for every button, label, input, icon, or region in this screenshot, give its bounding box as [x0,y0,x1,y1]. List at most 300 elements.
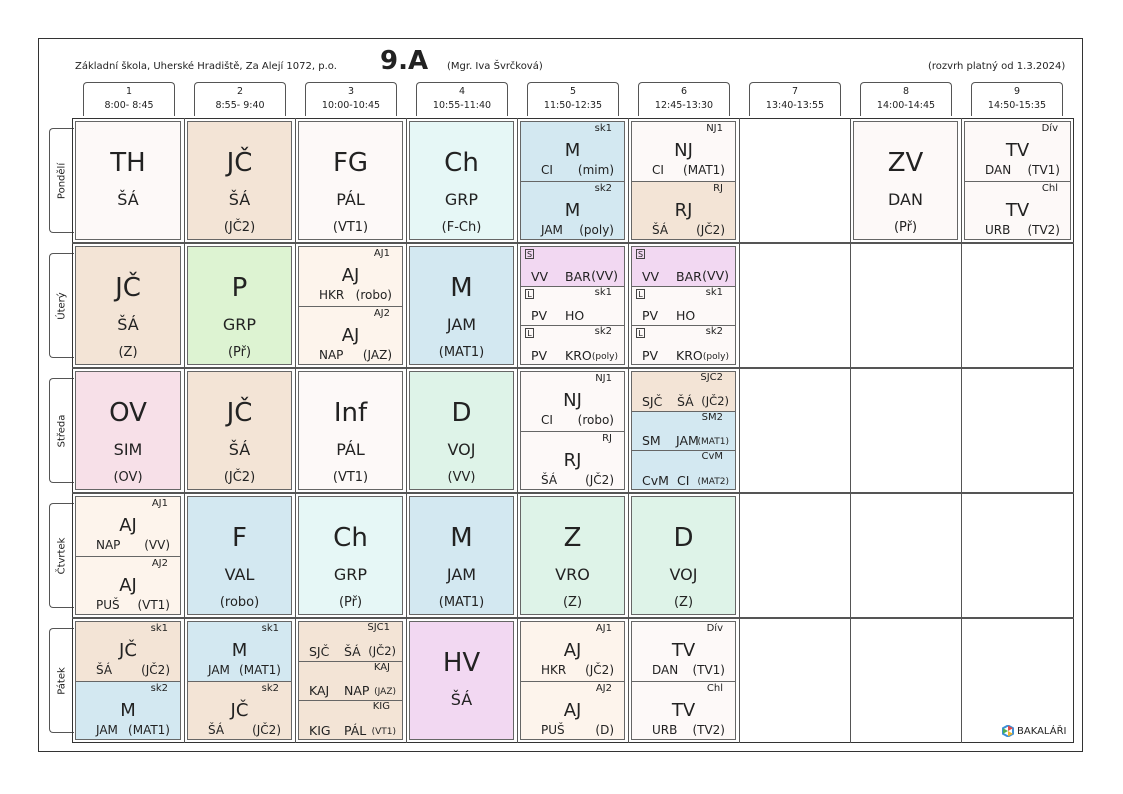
period-number: 8 [902,86,910,97]
lesson-room: (F-Ch) [441,220,482,235]
group-name: CvM [701,451,723,463]
grid-column-line [184,118,185,743]
lesson-subject: M [450,523,473,553]
lesson-subject: M [120,699,136,721]
lesson-subject: AJ [119,515,137,536]
lesson-cell[interactable] [75,496,181,615]
lesson-cell[interactable] [964,121,1071,240]
lesson-group[interactable] [76,682,180,741]
lesson-cell[interactable] [409,496,514,615]
lesson-group[interactable] [521,682,624,741]
lesson-teacher: JAM [208,662,230,677]
lesson-subject: PV [531,347,548,363]
lesson-subject: TV [1005,199,1030,221]
lesson-subject: D [451,398,472,428]
lesson-subject: VV [642,268,660,284]
lesson-group[interactable] [632,682,735,741]
day-label-text: Úterý [56,291,68,320]
lesson-cell[interactable] [75,121,181,240]
lesson-teacher: JAM [446,315,477,334]
lesson-teacher: ŠÁ [652,223,669,237]
lesson-room: (VV) [702,267,729,283]
lesson-subject: NJ [563,390,582,411]
period-time: 13:40-13:55 [765,100,825,111]
lesson-teacher: JAM [446,565,477,584]
lesson-group[interactable] [188,622,291,682]
lesson-subject: Inf [333,398,368,428]
lesson-group[interactable] [632,622,735,682]
lesson-teacher: CI [541,412,553,427]
lesson-subject: VV [531,268,549,284]
lesson-room: (Z) [118,345,138,360]
lesson-cell[interactable] [187,246,292,365]
day-label-text: Pátek [56,666,68,695]
lesson-room: (JČ2) [585,662,614,677]
lesson-subject: KAJ [309,683,330,699]
day-label [49,628,74,733]
group-name: sk2 [150,682,168,694]
group-name: sk1 [594,286,612,298]
lesson-subject: SJČ [642,393,663,409]
grid-row-line [72,617,1074,619]
group-name: AJ1 [373,248,390,259]
lesson-teacher: PÁL [344,722,367,738]
week-tag: L [525,289,534,299]
lesson-room: (robo) [219,595,260,610]
lesson-teacher: ŠÁ [117,315,139,334]
lesson-group[interactable] [521,122,624,182]
lesson-room: (JČ2) [223,220,256,235]
period-time: 10:55-11:40 [432,100,492,111]
lesson-subject: PV [531,308,548,324]
lesson-subject: JČ [226,148,253,178]
lesson-teacher: BAR [565,268,591,284]
lesson-teacher: VRO [555,565,590,584]
lesson-cell[interactable] [520,246,625,365]
lesson-cell[interactable] [298,246,403,365]
group-name: AJ2 [595,682,612,694]
lesson-room: (MAT1) [683,162,725,177]
lesson-group[interactable] [632,451,735,490]
lesson-cell[interactable] [187,371,292,490]
lesson-group[interactable] [521,432,624,491]
group-name: Dív [706,623,723,634]
lesson-subject: ZV [887,148,924,178]
lesson-subject: Ch [444,148,479,178]
lesson-subject: SM [642,433,661,449]
lesson-cell[interactable] [409,371,514,490]
lesson-room: (JČ2) [252,723,281,737]
lesson-teacher: NAP [344,683,370,699]
lesson-room: (Z) [673,595,694,610]
lesson-group[interactable] [521,182,624,241]
lesson-subject: TV [671,640,696,661]
day-label [49,128,74,233]
lesson-cell[interactable] [298,371,403,490]
period-header [305,82,397,116]
lesson-room: (Z) [562,595,583,610]
lesson-group[interactable] [299,247,402,307]
lesson-room: (MAT1) [239,662,281,677]
lesson-subject: AJ [119,574,137,596]
period-time: 8:00- 8:45 [104,100,154,111]
lesson-subject: TH [110,148,146,178]
lesson-room: (MAT1) [128,723,170,737]
grid-column-line [517,118,518,743]
lesson-teacher: PUŠ [541,723,565,737]
lesson-room: (mim) [577,162,614,177]
grid-column-line [295,118,296,743]
lesson-subject: RJ [563,449,582,471]
lesson-room: (robo) [355,287,392,302]
period-time: 14:50-15:35 [987,100,1047,111]
lesson-group[interactable] [632,122,735,182]
lesson-room: (JČ2) [368,643,396,658]
lesson-subject: PV [642,347,659,363]
grid-column-line [961,118,962,743]
group-name: sk2 [594,182,612,194]
lesson-subject: PV [642,308,659,324]
period-header [638,82,730,116]
lesson-cell[interactable] [520,621,625,740]
lesson-group[interactable] [965,182,1070,241]
lesson-room: (JČ2) [701,393,729,408]
lesson-room: (JČ2) [223,470,256,485]
school-name: Základní škola, Uherské Hradiště, Za Alejí 1072, p.o. [75,61,337,72]
period-number: 7 [791,86,799,97]
lesson-group[interactable] [76,557,180,616]
lesson-teacher: HKR [319,287,345,302]
lesson-teacher: URB [652,723,678,737]
lesson-teacher: VOJ [669,565,698,584]
lesson-room: (Př) [227,345,252,360]
lesson-subject: HV [442,648,481,678]
lesson-room: (MAT1) [438,345,485,360]
lesson-subject: JČ [119,640,137,661]
lesson-room: (VV) [144,537,170,552]
lesson-subject: M [450,273,473,303]
lesson-room: (Př) [893,220,918,235]
lesson-cell[interactable] [298,621,403,740]
period-number: 9 [1013,86,1021,97]
lesson-teacher: DAN [985,162,1012,177]
lesson-room: (MAT1) [697,437,729,448]
lesson-group[interactable] [299,622,402,662]
lesson-room: (VT1) [332,220,369,235]
lesson-teacher: URB [985,223,1011,237]
lesson-teacher: CI [677,472,690,488]
group-name: sk1 [261,623,279,634]
day-label [49,253,74,358]
lesson-group[interactable] [299,662,402,702]
lesson-cell[interactable] [520,371,625,490]
lesson-subject: TV [671,699,696,721]
lesson-subject: D [673,523,694,553]
group-name: Chl [1041,182,1058,194]
lesson-teacher: VOJ [447,440,476,459]
lesson-room: (Př) [338,595,363,610]
lesson-teacher: ŠÁ [208,723,225,737]
lesson-subject: AJ [341,324,360,346]
lesson-group[interactable] [632,182,735,241]
lesson-cell[interactable] [631,621,736,740]
lesson-subject: M [564,140,581,161]
lesson-subject: AJ [341,265,360,286]
lesson-cell[interactable] [298,496,403,615]
lesson-room: (VT1) [137,598,170,612]
logo-text: BAKALÁŘI [1017,725,1067,737]
lesson-group[interactable] [521,287,624,327]
group-name: sk1 [594,123,612,134]
group-name: SJČ2 [700,372,723,383]
lesson-teacher: VAL [224,565,255,584]
lesson-group[interactable] [632,412,735,452]
lesson-room: (VT1) [371,726,396,737]
lesson-cell[interactable] [631,246,736,365]
lesson-subject: KIG [309,722,331,738]
lesson-room: (TV2) [692,723,725,737]
lesson-room: (robo) [577,412,614,427]
period-header [860,82,952,116]
lesson-teacher: HO [676,308,696,324]
period-header [83,82,175,116]
week-tag: S [637,250,644,259]
lesson-subject: TV [1005,140,1030,161]
day-label-text: Čtvrtek [56,537,68,574]
lesson-cell[interactable] [298,121,403,240]
lesson-group[interactable] [632,326,735,365]
lesson-room: (JČ2) [585,473,614,487]
period-number: 5 [569,86,577,97]
period-time: 11:50-12:35 [543,100,603,111]
lesson-group[interactable] [521,326,624,365]
group-name: AJ1 [595,623,612,634]
group-name: RJ [602,432,612,444]
group-name: sk2 [705,326,723,338]
lesson-teacher: ŠÁ [450,690,473,709]
lesson-room: (JAZ) [362,348,392,362]
lesson-cell[interactable] [187,496,292,615]
lesson-room: (JČ2) [141,662,170,677]
day-label [49,503,74,608]
grid-column-line [628,118,629,743]
group-name: AJ2 [151,557,168,569]
lesson-room: (D) [595,723,614,737]
group-name: sk1 [705,286,723,298]
group-name: Chl [706,682,723,694]
lesson-teacher: GRP [333,565,368,584]
group-name: NJ1 [706,123,723,134]
lesson-cell[interactable] [631,121,736,240]
lesson-subject: RJ [674,199,693,221]
lesson-group[interactable] [521,372,624,432]
lesson-group[interactable] [632,287,735,327]
lesson-subject: JČ [115,273,141,303]
lesson-cell[interactable] [631,371,736,490]
lesson-group[interactable] [188,682,291,741]
lesson-teacher: NAP [96,537,121,552]
bakalari-logo [1002,725,1066,737]
lesson-teacher: KRO [565,347,592,363]
lesson-subject: F [232,523,247,553]
lesson-room: (MAT1) [438,595,485,610]
lesson-group[interactable] [965,122,1070,182]
lesson-subject: CvM [642,472,669,488]
lesson-room: (poly) [702,351,729,362]
lesson-subject: Z [563,523,582,553]
lesson-subject: FG [332,148,369,178]
lesson-group[interactable] [299,307,402,366]
lesson-subject: M [564,199,581,221]
validity-note: (rozvrh platný od 1.3.2024) [928,61,1066,72]
lesson-cell[interactable] [75,621,181,740]
group-name: SJČ1 [367,622,390,633]
lesson-teacher: DAN [888,190,923,209]
lesson-subject: JČ [226,398,253,428]
lesson-group[interactable] [76,497,180,557]
class-teacher: (Mgr. Iva Švrčková) [447,61,543,72]
lesson-teacher: GRP [222,315,257,334]
period-header [527,82,619,116]
lesson-room: (JČ2) [696,223,725,237]
lesson-subject: Ch [333,523,368,553]
lesson-teacher: GRP [444,190,479,209]
lesson-teacher: HO [565,308,585,324]
group-name: KAJ [373,661,390,673]
lesson-cell[interactable] [520,121,625,240]
grid-row-line [72,242,1074,244]
lesson-room: (VT1) [332,470,369,485]
lesson-teacher: PÁL [336,440,365,459]
lesson-cell[interactable] [409,621,514,740]
group-name: sk2 [594,326,612,338]
hexagon-logo-icon [1002,725,1014,737]
period-number: 2 [236,86,244,97]
lesson-group[interactable] [521,247,624,287]
period-number: 1 [125,86,133,97]
lesson-cell[interactable] [853,121,958,240]
lesson-teacher: JAM [96,723,118,737]
group-name: RJ [713,182,723,194]
lesson-cell[interactable] [409,246,514,365]
lesson-cell[interactable] [409,121,514,240]
group-name: SM2 [701,411,723,423]
group-name: NJ1 [595,373,612,384]
group-name: sk1 [150,623,168,634]
grid-row-line [72,367,1074,369]
period-header [749,82,841,116]
grid-row-line [72,492,1074,494]
lesson-room: (TV1) [692,662,725,677]
period-header [416,82,508,116]
lesson-room: (JAZ) [374,687,396,698]
lesson-group[interactable] [76,622,180,682]
lesson-room: (TV2) [1027,223,1060,237]
period-time: 8:55- 9:40 [215,100,265,111]
group-name: KIG [372,701,390,713]
lesson-cell[interactable] [75,371,181,490]
lesson-cell[interactable] [187,121,292,240]
lesson-teacher: PÁL [336,190,365,209]
period-header [194,82,286,116]
lesson-teacher: PUŠ [96,598,120,612]
lesson-teacher: CI [541,162,553,177]
lesson-teacher: ŠÁ [344,643,361,659]
week-tag: L [636,289,645,299]
group-name: sk2 [261,682,279,694]
lesson-room: (TV1) [1027,162,1060,177]
grid-column-line [406,118,407,743]
lesson-teacher: ŠÁ [96,662,113,677]
lesson-room: (poly) [579,223,614,237]
lesson-group[interactable] [521,622,624,682]
grid-column-line [739,118,740,743]
period-number: 6 [680,86,688,97]
lesson-subject: SJČ [309,643,330,659]
lesson-cell[interactable] [187,621,292,740]
lesson-subject: P [231,273,248,303]
lesson-teacher: HKR [541,662,567,677]
lesson-teacher: JAM [541,223,563,237]
lesson-teacher: NAP [319,348,344,362]
lesson-teacher: KRO [676,347,703,363]
lesson-teacher: ŠÁ [541,473,558,487]
group-name: AJ2 [373,307,390,319]
lesson-room: (poly) [591,351,618,362]
lesson-teacher: SIM [113,440,143,459]
lesson-teacher: ŠÁ [228,190,251,209]
lesson-group[interactable] [632,247,735,287]
lesson-teacher: CI [652,162,664,177]
day-label-text: Pondělí [56,162,68,199]
lesson-subject: OV [109,398,147,428]
lesson-subject: JČ [230,699,249,721]
class-name: 9.A [380,46,429,76]
lesson-room: (OV) [113,470,143,485]
lesson-room: (VV) [591,267,618,283]
period-time: 10:00-10:45 [321,100,381,111]
week-tag: L [636,328,645,338]
period-number: 4 [458,86,466,97]
lesson-cell[interactable] [520,496,625,615]
lesson-teacher: DAN [652,662,679,677]
week-tag: L [525,328,534,338]
week-tag: S [526,250,533,259]
day-label [49,378,74,483]
period-time: 12:45-13:30 [654,100,714,111]
lesson-cell[interactable] [75,246,181,365]
lesson-group[interactable] [299,701,402,740]
lesson-subject: M [231,640,248,661]
lesson-subject: AJ [563,699,582,721]
lesson-teacher: ŠÁ [228,440,251,459]
period-time: 14:00-14:45 [876,100,936,111]
lesson-teacher: JAM [676,433,699,449]
lesson-group[interactable] [632,372,735,412]
lesson-subject: AJ [563,640,582,661]
lesson-room: (MAT2) [697,476,729,487]
lesson-room: (VV) [447,470,476,485]
period-header [971,82,1063,116]
group-name: AJ1 [151,498,168,509]
grid-column-line [850,118,851,743]
lesson-teacher: ŠÁ [677,393,694,409]
lesson-cell[interactable] [631,496,736,615]
lesson-subject: NJ [674,140,693,161]
group-name: Dív [1041,123,1058,134]
day-label-text: Středa [56,414,68,447]
period-number: 3 [347,86,355,97]
